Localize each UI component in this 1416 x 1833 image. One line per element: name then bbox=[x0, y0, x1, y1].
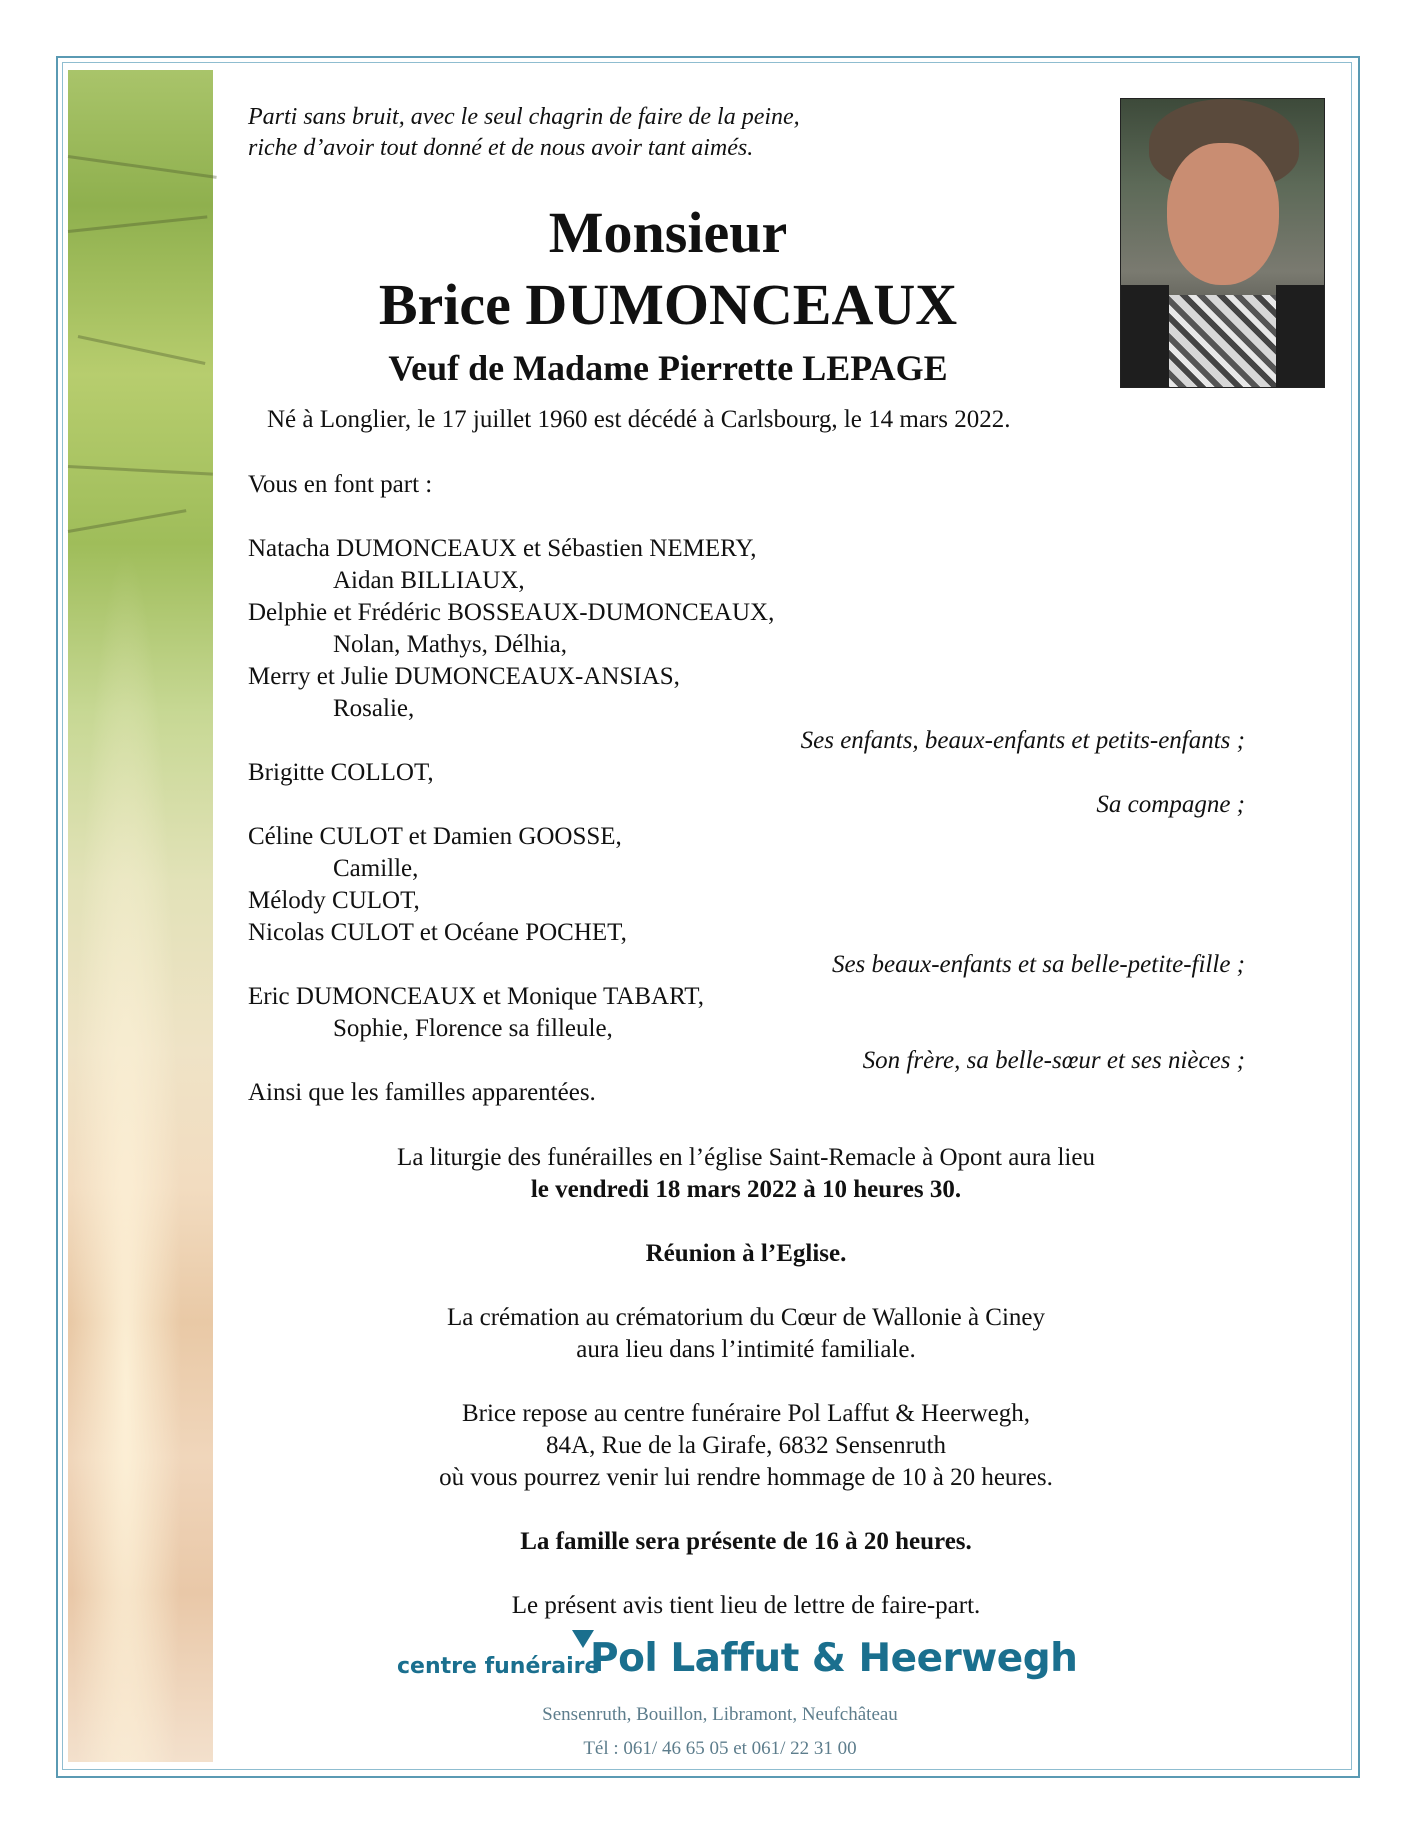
notice-line: Le présent avis tient lieu de lettre de faire-part. bbox=[511, 1592, 981, 1619]
birth-death-line: Né à Longlier, le 17 juillet 1960 est décédé à Carlsbourg, le 14 mars 2022. bbox=[267, 406, 1011, 433]
family-line: Natacha DUMONCEAUX et Sébastien NEMERY, bbox=[248, 535, 757, 562]
portrait-photo bbox=[1120, 98, 1325, 388]
family-line: Nicolas CULOT et Océane POCHET, bbox=[248, 919, 627, 946]
spouse-line: Veuf de Madame Pierrette LEPAGE bbox=[388, 348, 948, 388]
deceased-name: Brice DUMONCEAUX bbox=[378, 272, 958, 337]
intro-text: Vous en font part : bbox=[248, 471, 433, 498]
family-role-label: Ses beaux-enfants et sa belle-petite-fille ; bbox=[831, 951, 1245, 978]
funeral-date: le vendredi 18 mars 2022 à 10 heures 30. bbox=[530, 1176, 962, 1203]
family-role-label: Son frère, sa belle-sœur et ses nièces ; bbox=[862, 1047, 1245, 1074]
family-role-label: Ses enfants, beaux-enfants et petits-enfants ; bbox=[800, 727, 1245, 754]
family-line: Céline CULOT et Damien GOOSSE, bbox=[248, 823, 622, 850]
family-line: Nolan, Mathys, Délhia, bbox=[333, 631, 567, 658]
family-line: Camille, bbox=[333, 855, 419, 882]
reunion-line: Réunion à l’Eglise. bbox=[645, 1240, 847, 1267]
liturgy-line: La liturgie des funérailles en l’église Saint-Remacle à Opont aura lieu bbox=[397, 1144, 1095, 1171]
forest-path-image bbox=[68, 70, 213, 1762]
family-present-line: La famille sera présente de 16 à 20 heures. bbox=[520, 1528, 972, 1555]
cremation-line-2: aura lieu dans l’intimité familiale. bbox=[576, 1336, 916, 1363]
title-monsieur: Monsieur bbox=[548, 200, 788, 265]
family-line: Merry et Julie DUMONCEAUX-ANSIAS, bbox=[248, 663, 680, 690]
repose-address: 84A, Rue de la Girafe, 6832 Sensenruth bbox=[546, 1432, 946, 1459]
quote-line-1: Parti sans bruit, avec le seul chagrin de faire de la peine, bbox=[248, 104, 800, 130]
family-line: Aidan BILLIAUX, bbox=[333, 567, 525, 594]
family-line: Delphie et Frédéric BOSSEAUX-DUMONCEAUX, bbox=[248, 599, 775, 626]
family-line: Rosalie, bbox=[333, 695, 415, 722]
cremation-line-1: La crémation au crématorium du Cœur de Wallonie à Ciney bbox=[446, 1304, 1046, 1331]
family-line: Mélody CULOT, bbox=[248, 887, 420, 914]
family-line: Sophie, Florence sa filleule, bbox=[333, 1015, 613, 1042]
logo-name: Pol Laffut & Heerwegh bbox=[590, 1636, 1078, 1681]
family-line: Brigitte COLLOT, bbox=[248, 759, 434, 786]
logo-locations: Sensenruth, Bouillon, Libramont, Neufchâteau bbox=[542, 1704, 898, 1725]
logo-phone: Tél : 061/ 46 65 05 et 061/ 22 31 00 bbox=[583, 1738, 857, 1759]
family-line: Ainsi que les familles apparentées. bbox=[248, 1079, 596, 1106]
repose-hours: où vous pourrez venir lui rendre hommage de 10 à 20 heures. bbox=[439, 1464, 1053, 1491]
family-line: Eric DUMONCEAUX et Monique TABART, bbox=[248, 983, 704, 1010]
repose-line-1: Brice repose au centre funéraire Pol Laffut & Heerwegh, bbox=[461, 1400, 1031, 1427]
quote-line-2: riche d’avoir tout donné et de nous avoir tant aimés. bbox=[248, 135, 754, 161]
family-role-label: Sa compagne ; bbox=[1096, 791, 1245, 818]
logo-prefix: centre funéraire bbox=[397, 1654, 600, 1679]
